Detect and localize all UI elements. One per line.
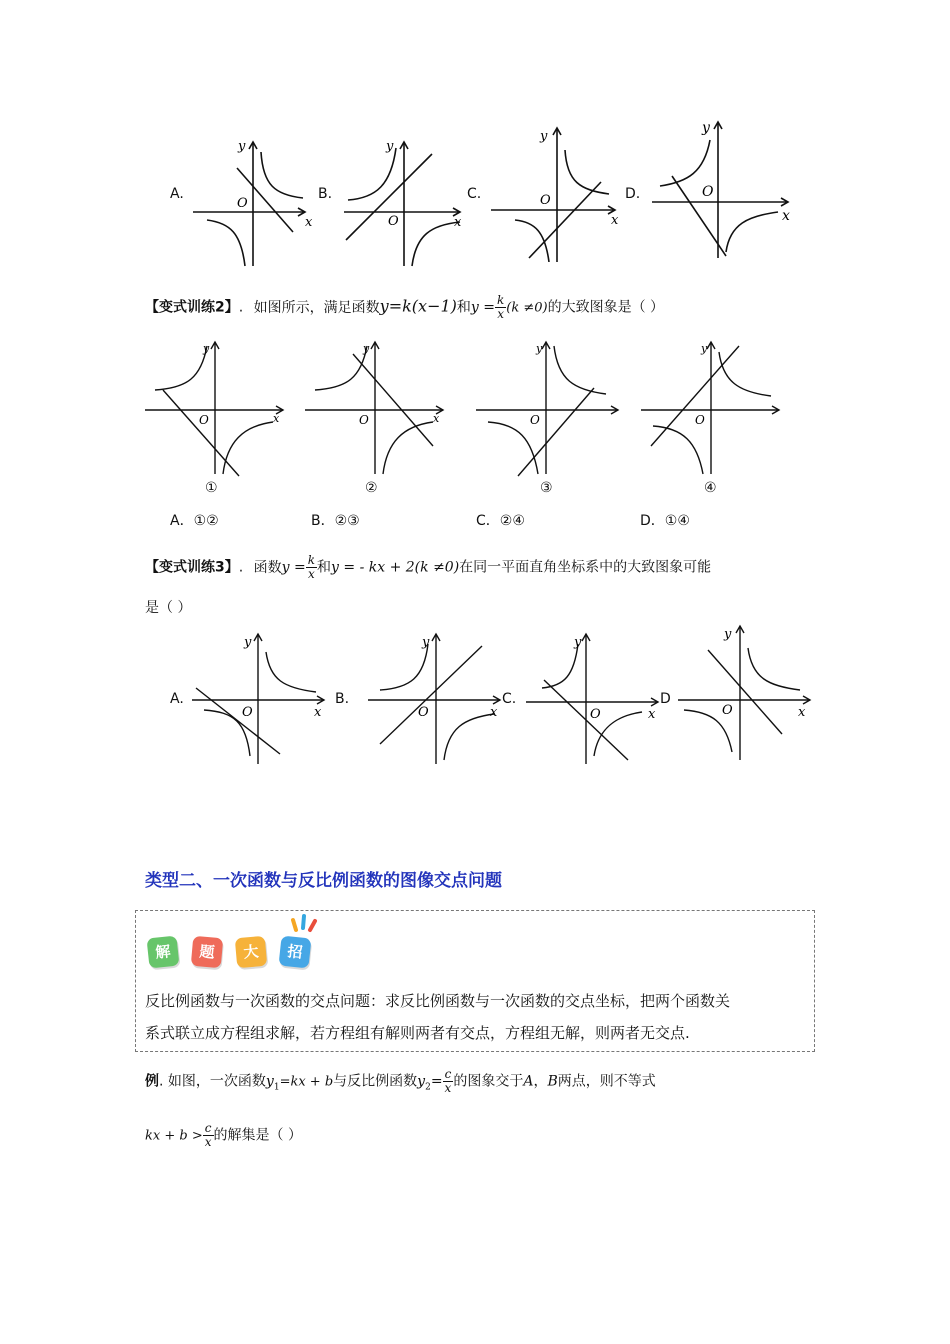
- q2-2-origin-label: O: [359, 413, 369, 427]
- q2-2-x-label: x: [433, 412, 440, 425]
- q2-figure-label-4: ④: [704, 480, 717, 496]
- example-y2-den: x: [444, 1081, 452, 1095]
- q2-figure-label-3: ③: [540, 480, 553, 496]
- q3-func1-fraction: [306, 554, 317, 581]
- q2-graph-1: [143, 338, 293, 478]
- q2-text-after: 的大致图象是（ ）: [547, 299, 665, 316]
- q1-a-y-label: y: [238, 139, 246, 154]
- q3-label: 【变式训练3】: [145, 559, 239, 576]
- example-label: 例: [145, 1073, 159, 1090]
- q3-b-origin-label: O: [418, 705, 429, 720]
- q3-option-a-label: A.: [170, 691, 184, 707]
- example-y2-fraction: [443, 1068, 454, 1095]
- q3-func2: y = - kx + 2(k ≠0): [331, 559, 460, 576]
- q1-b-y-label: y: [386, 139, 394, 154]
- badge-ti: 题: [191, 936, 224, 969]
- q3-option-b-label: B.: [335, 691, 350, 707]
- q1-b-x-label: x: [454, 215, 462, 230]
- q2-figure-label-1: ①: [205, 480, 218, 496]
- q3-stem-line2: 是（ ）: [145, 600, 192, 616]
- sparkle-icon: [288, 910, 318, 936]
- q1-d-x-label: x: [782, 208, 790, 224]
- q1-a-origin-label: O: [237, 196, 248, 211]
- q3-text-before: 函数: [253, 559, 282, 576]
- q2-1-x-label: x: [273, 412, 280, 425]
- q1-a-x-label: x: [305, 215, 313, 230]
- q3-graph-b: [366, 630, 506, 765]
- q2-dot: .: [238, 299, 244, 316]
- q2-func2-lhs: y =: [470, 299, 495, 316]
- q1-c-x-label: x: [611, 213, 619, 228]
- q2-1-y-label: y: [203, 342, 210, 355]
- example-comma: ，: [533, 1073, 548, 1090]
- q3-b-y-label: y: [422, 635, 430, 650]
- q2-graph-4: [639, 338, 789, 478]
- q1-graph-c: [485, 122, 625, 262]
- example-y1-rhs: =kx + b: [279, 1074, 334, 1090]
- example-y2-num: c: [443, 1068, 454, 1082]
- q1-graph-d: [648, 116, 798, 261]
- badge-jie: 解: [147, 936, 180, 969]
- q3-option-c-label: C.: [502, 691, 517, 707]
- tip-line-1: 反比例函数与一次函数的交点问题：求反比例函数与一次函数的交点坐标，把两个函数关: [145, 992, 731, 1010]
- example-ineq-lhs: kx + b >: [145, 1128, 203, 1144]
- badge-da: 大: [235, 936, 268, 969]
- q3-option-d-label: D: [660, 691, 671, 707]
- q2-figure-label-2: ②: [365, 480, 378, 496]
- q2-1-origin-label: O: [199, 413, 209, 427]
- q2-choice-d[interactable]: D．①④: [640, 513, 690, 529]
- badge-zhao: 招: [279, 936, 312, 969]
- example-y1: y: [265, 1073, 274, 1090]
- q3-a-y-label: y: [244, 635, 252, 650]
- q3-stem: [145, 554, 711, 581]
- q1-option-b-label: B.: [318, 186, 333, 202]
- q1-graph-b: [336, 130, 471, 270]
- example-y2: y: [417, 1073, 426, 1090]
- q1-d-y-label: y: [702, 120, 710, 136]
- q3-d-origin-label: O: [722, 703, 733, 718]
- q2-graph-2: [303, 338, 453, 478]
- example-ineq-den: x: [204, 1135, 212, 1149]
- q3-graph-a: [190, 630, 330, 765]
- q1-c-origin-label: O: [540, 193, 551, 208]
- q3-text-after: 在同一平面直角坐标系中的大致图象可能: [459, 559, 712, 576]
- q2-2-y-label: y: [363, 342, 370, 355]
- q2-func1: y=k(x−1): [379, 296, 457, 316]
- q2-label: 【变式训练2】: [145, 299, 239, 316]
- q2-func2-den: x: [497, 307, 505, 321]
- q2-and: 和: [456, 299, 471, 316]
- q3-dot: .: [238, 559, 244, 576]
- q2-choice-c[interactable]: C．②④: [476, 513, 525, 529]
- example-point-a: A: [523, 1073, 534, 1090]
- q1-graph-a: [185, 130, 320, 270]
- q2-func2-cond: (k ≠0): [506, 300, 548, 316]
- q3-b-x-label: x: [490, 705, 498, 720]
- example-text1: . 如图，一次函数: [159, 1073, 266, 1090]
- section-title: 类型二、一次函数与反比例函数的图像交点问题: [145, 871, 502, 891]
- example-text2: 与反比例函数: [333, 1073, 418, 1090]
- q3-d-x-label: x: [798, 705, 806, 720]
- example-y2-sub: 2: [425, 1082, 431, 1093]
- q3-d-y-label: y: [724, 627, 732, 642]
- q2-func2-num: k: [496, 293, 505, 307]
- tip-line-2: 系式联立成方程组求解，若方程组有解则两者有交点，方程组无解，则两者无交点.: [145, 1024, 690, 1042]
- q1-c-y-label: y: [540, 129, 548, 144]
- example-y1-sub: 1: [273, 1082, 280, 1093]
- example-text5: 的解集是（ ）: [213, 1127, 302, 1144]
- q2-choice-a[interactable]: A．①②: [170, 513, 219, 529]
- q3-func1-num: k: [307, 553, 316, 567]
- q3-graph-c: [524, 630, 664, 765]
- example-ineq-fraction: [203, 1122, 214, 1149]
- q3-c-x-label: x: [648, 707, 656, 722]
- q3-a-x-label: x: [314, 705, 322, 720]
- q1-option-a-label: A.: [170, 186, 184, 202]
- q2-func2-fraction: [495, 294, 506, 321]
- example-point-b: B: [547, 1073, 558, 1090]
- example-text3: 的图象交于: [453, 1073, 524, 1090]
- q1-option-c-label: C.: [467, 186, 482, 202]
- q1-b-origin-label: O: [388, 214, 399, 229]
- example-y2-eq: =: [430, 1073, 443, 1090]
- q3-func1-lhs: y =: [281, 559, 306, 576]
- q1-option-d-label: D.: [625, 186, 641, 202]
- q3-and: 和: [317, 559, 332, 576]
- example-ineq-num: c: [203, 1122, 214, 1136]
- q2-choice-b[interactable]: B．②③: [311, 513, 360, 529]
- q2-4-y-label: y: [701, 342, 708, 355]
- q2-stem: [145, 294, 664, 321]
- q3-graph-d: [676, 622, 816, 762]
- q1-d-origin-label: O: [702, 184, 714, 200]
- q2-text-before: 如图所示，满足函数: [253, 299, 380, 316]
- q2-graph-3: [474, 338, 624, 478]
- q2-4-origin-label: O: [695, 413, 705, 427]
- q3-c-origin-label: O: [590, 707, 601, 722]
- q2-3-y-label: y: [536, 342, 543, 355]
- q3-c-y-label: y: [574, 635, 582, 650]
- example-line-2: [145, 1122, 302, 1149]
- q3-func1-den: x: [308, 567, 315, 581]
- example-text4: 两点，则不等式: [557, 1073, 656, 1090]
- q3-a-origin-label: O: [242, 705, 253, 720]
- example-line-1: [145, 1068, 656, 1097]
- q2-3-origin-label: O: [530, 413, 540, 427]
